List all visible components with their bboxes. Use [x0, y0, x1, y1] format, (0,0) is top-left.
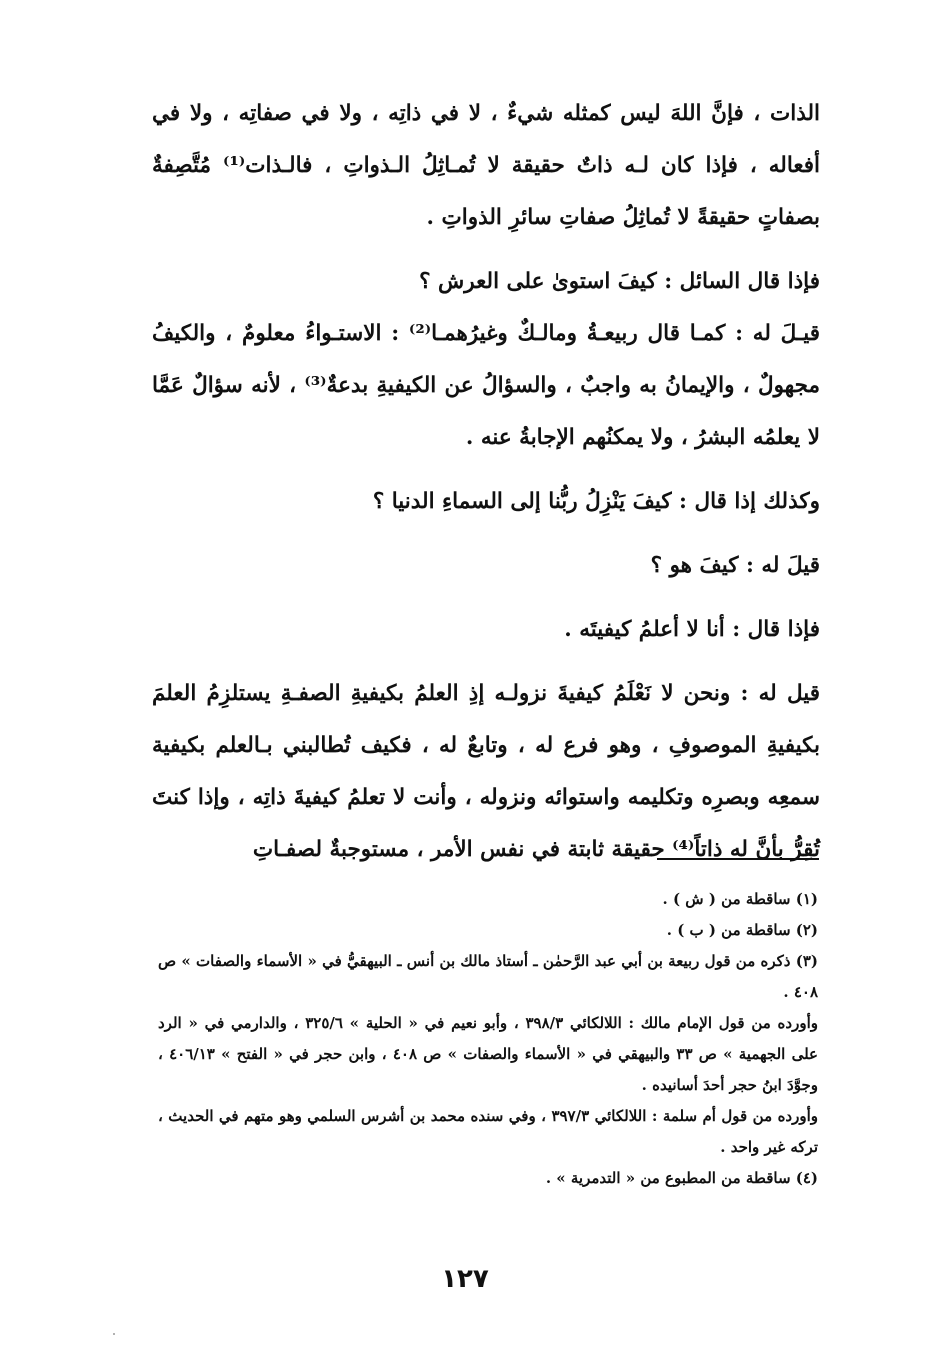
paragraph-2: فإذا قال السائل : كيفَ استوىٰ على العرش ؟ [419, 269, 820, 294]
scan-speck [113, 1333, 115, 1335]
footnotes-section [158, 884, 818, 1194]
page-number: ١٢٧ [441, 1264, 489, 1294]
footnote-3-continuation-umm-salama: وأورده من قول أم سلمة : اللالكائي ٣٩٧/٣ ، وفي سنده محمد بن أشرس السلمي وهو متهم في الحديث ، تركه غير واحد . [158, 1107, 819, 1156]
paragraph-7: قيل له : ونحن لا نَعْلَمُ كيفيةَ نزولـه إذِ العلمُ بكيفيةِ الصفـةِ يستلزِمُ العلمَ بكيفيةِ الموصوفِ ، وهو فرع له ، وتابعٌ له ، فكيف تُطالبني بـالعلم بكيفية سمعِه وبصرِه وتكليمه واستوائه ونزوله ، وأنت لا تعلمُ كيفيةَ ذاتِه ، وإذا كنتَ تُقِرُّ بأنَّ له ذاتاً⁽⁴⁾ حقيقة ثابتة في نفس الأمر ، مستوجبةٌ لصفـاتِ [152, 681, 820, 862]
footnote-3-continuation-malik: وأورده من قول الإمام مالك : اللالكائي ٣٩٨/٣ ، وأبو نعيم في « الحلية » ٣٢٥/٦ ، والدارمي في « الرد على الجهمية » ص ٣٣ والبيهقي في « الأسماء والصفات » ص ٤٠٨ ، وابن حجر في « الفتح » ٤٠٦/١٣ ، وجوَّدَ ابنُ حجر أحدَ أسانيده . [158, 1014, 818, 1094]
paragraph-3: قيـلَ له : كمـا قال ربيعـةُ ومالـكٌ وغيرُهمـا⁽²⁾ : الاستـواءُ معلومٌ ، والكيفُ مجهولٌ ، والإيمانُ به واجبٌ ، والسؤالُ عن الكيفيةِ بدعةٌ⁽³⁾ ، لأنه سؤالٌ عَمَّا لا يعلمُه البشرُ ، ولا يمكنُهم الإجابةُ عنه . [152, 321, 820, 450]
footnote-4: (٤) ساقطة من المطبوع من « التدمرية » . [545, 1169, 818, 1187]
footnote-2: (٢) ساقطة من ( ب ) . [666, 921, 818, 939]
footnote-1: (١) ساقطة من ( ش ) . [662, 890, 818, 908]
paragraph-5: قيلَ له : كيفَ هو ؟ [650, 553, 820, 578]
paragraph-1: الذات ، فإنَّ اللهَ ليس كمثله شيءٌ ، لا في ذاتِه ، ولا في صفاتِه ، ولا في أفعاله ، فإذا كان لـه ذاتٌ حقيقة لا تُمـاثِلُ الـذواتِ ، فالـذات⁽¹⁾ مُتَّصِفةٌ بصفاتٍ حقيقةً لا تُماثِلُ صفاتِ سائرِ الذواتِ . [152, 101, 820, 230]
paragraph-6: فإذا قال : أنا لا أعلمُ كيفيتَه . [564, 617, 820, 642]
footnote-3: (٣) ذكره من قول ربيعة بن أبي عبد الرَّحمٰن ـ أستاذ مالك بن أنس ـ البيهقيُّ في « الأسماء والصفات » ص ٤٠٨ . [158, 952, 818, 1001]
paragraph-4: وكذلك إذا قال : كيفَ يَنْزِلُ ربُّنا إلى السماءِ الدنيا ؟ [372, 489, 820, 514]
main-text-body [152, 88, 820, 876]
footnote-divider [657, 858, 819, 860]
